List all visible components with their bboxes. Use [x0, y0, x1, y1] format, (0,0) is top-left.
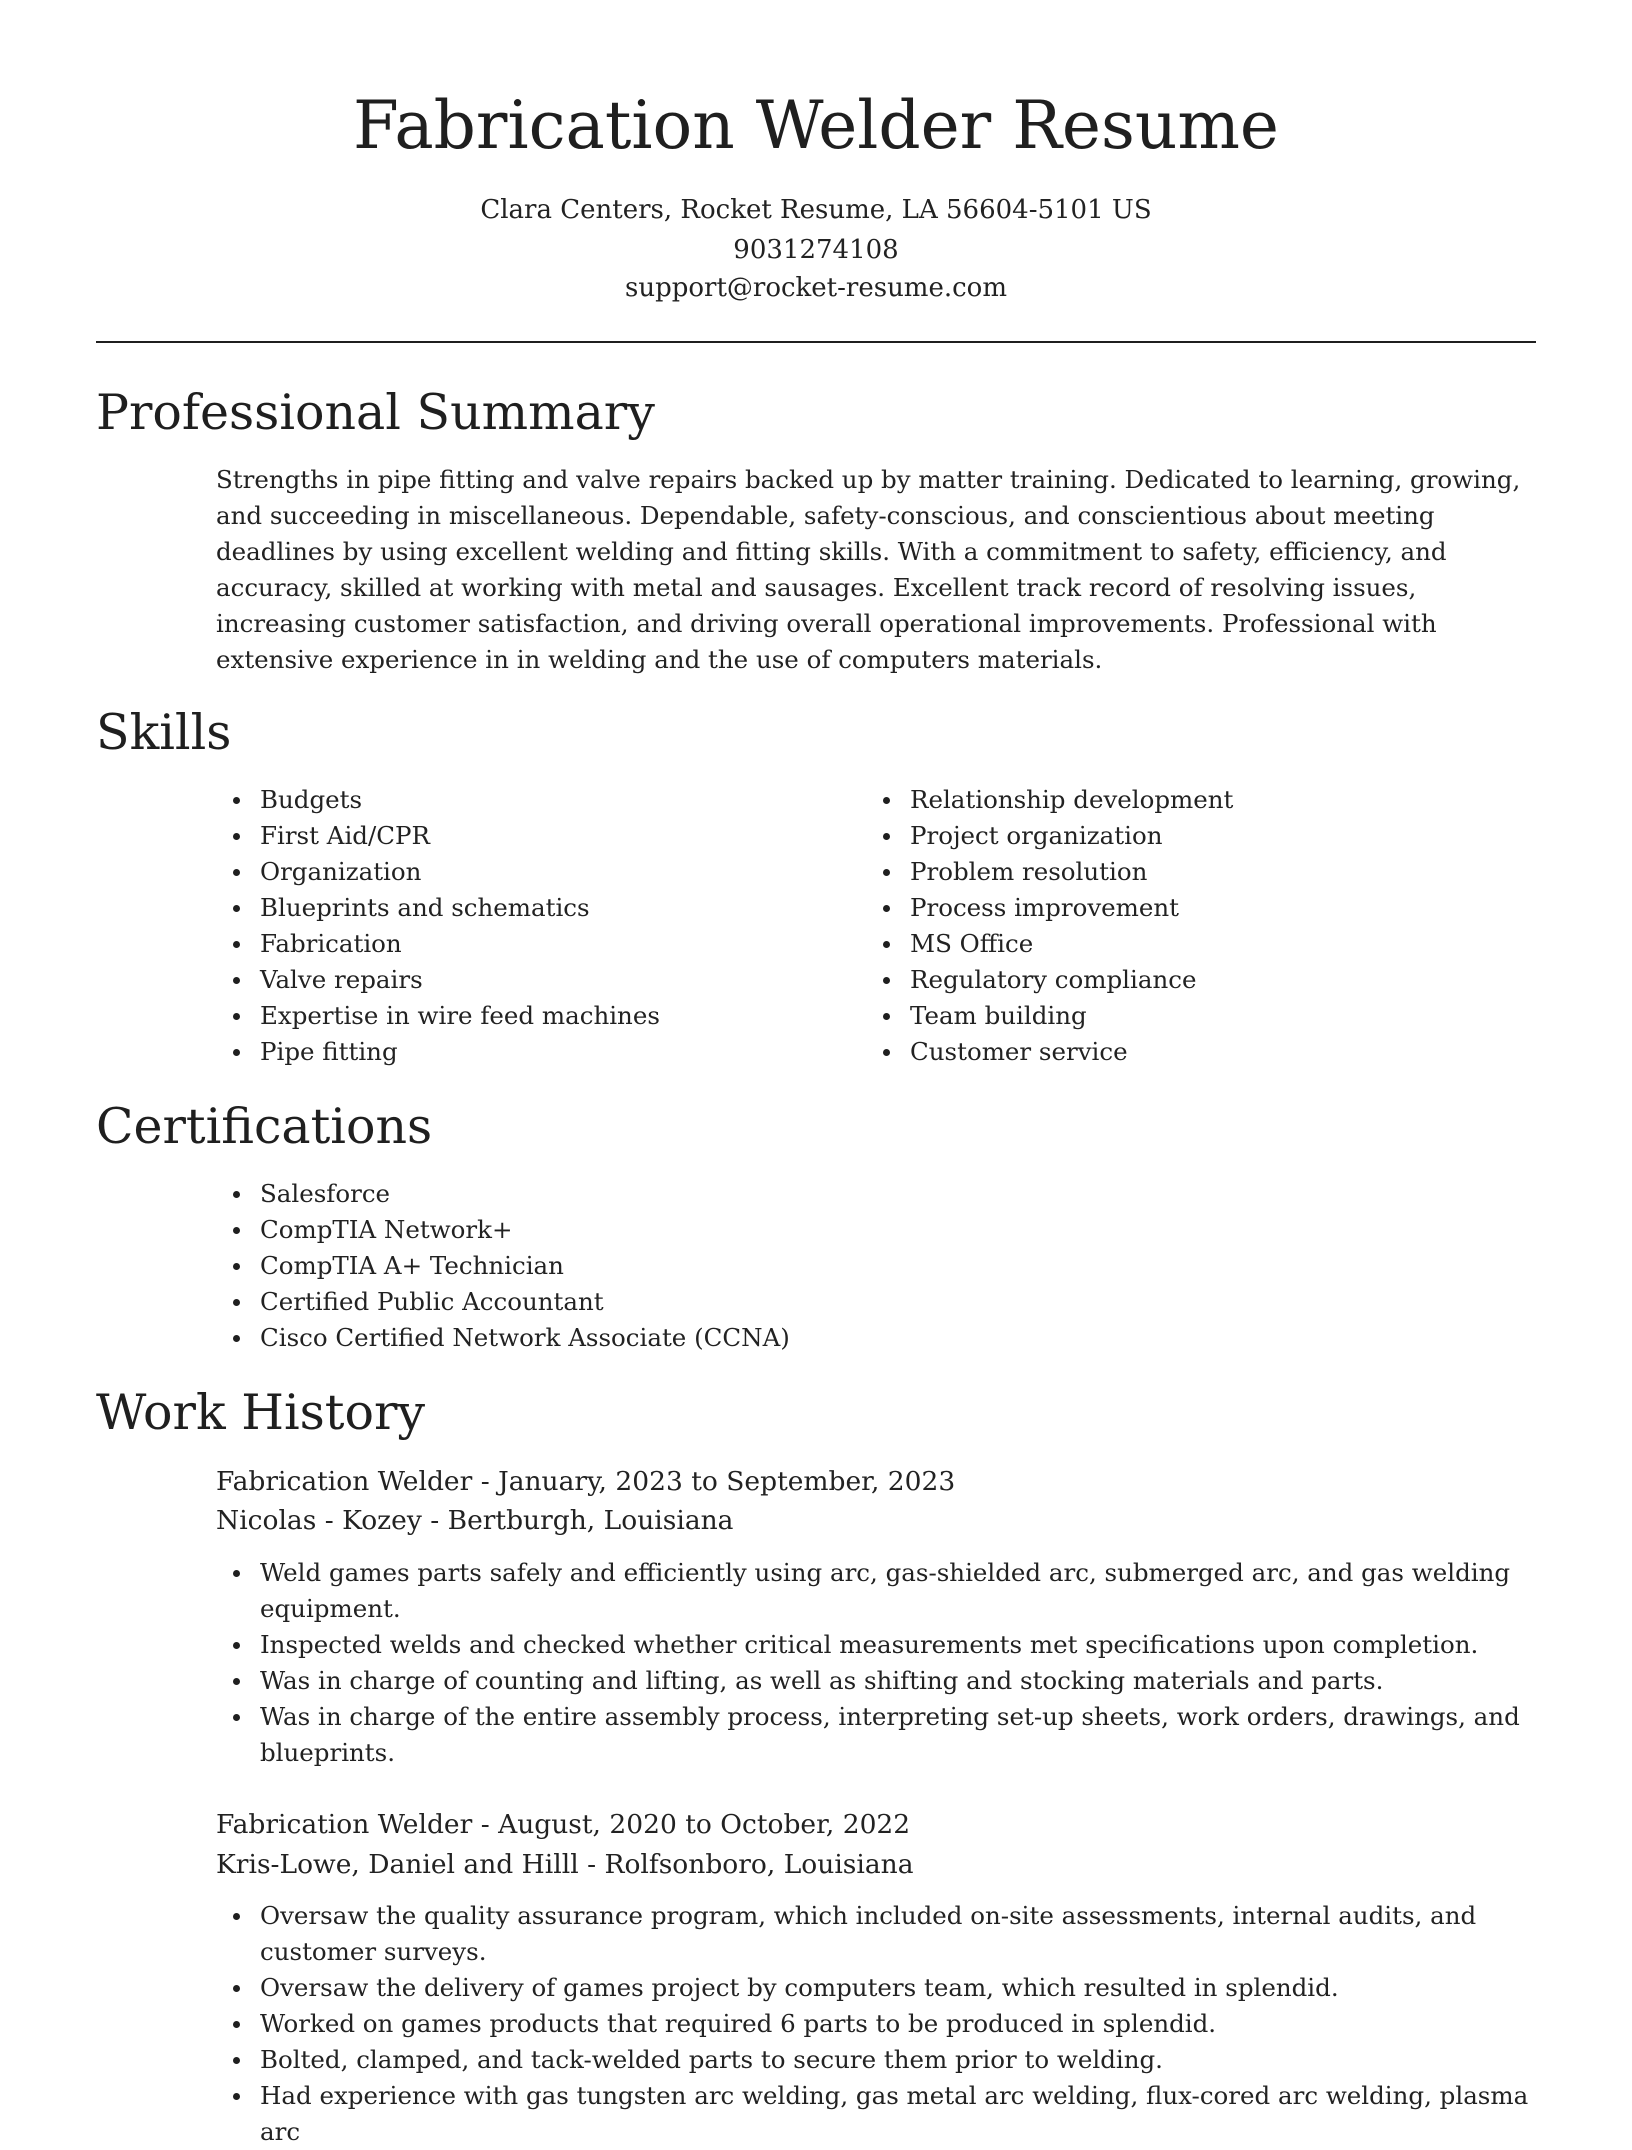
- contact-email: support@rocket-resume.com: [624, 273, 1007, 303]
- contact-phone: 9031274108: [733, 235, 899, 265]
- job-duty-item: Had experience with gas tungsten arc welding, gas metal arc welding, flux-cored arc welding, plasma arc: [216, 2078, 1541, 2150]
- skill-item: Pipe fitting: [216, 1034, 836, 1070]
- skill-item: Project organization: [866, 818, 1486, 854]
- skill-item: First Aid/CPR: [216, 818, 836, 854]
- skill-item: Process improvement: [866, 890, 1486, 926]
- certification-item: Cisco Certified Network Associate (CCNA): [216, 1320, 1516, 1356]
- certification-item: Certified Public Accountant: [216, 1284, 1516, 1320]
- skill-item: Valve repairs: [216, 962, 836, 998]
- certifications-list: [216, 1176, 1516, 1356]
- job-location: - Rolfsonboro, Louisiana: [578, 1849, 914, 1880]
- skill-item: Budgets: [216, 782, 836, 818]
- job-duty-item: Oversaw the quality assurance program, which included on-site assessments, internal audits, and customer surveys.: [216, 1898, 1541, 1970]
- certification-item: CompTIA A+ Technician: [216, 1248, 1516, 1284]
- job-duties-list: [216, 1555, 1541, 1771]
- job-duty-item: Weld games parts safely and efficiently using arc, gas-shielded arc, submerged arc, and gas welding equipment.: [216, 1555, 1541, 1627]
- job-dates: - January, 2023 to September, 2023: [472, 1466, 956, 1497]
- skill-item: Team building: [866, 998, 1486, 1034]
- skill-item: Problem resolution: [866, 854, 1486, 890]
- job-duty-item: Worked on games products that required 6 parts to be produced in splendid.: [216, 2006, 1541, 2042]
- job-company: Nicolas - Kozey: [216, 1505, 422, 1536]
- summary-heading: Professional Summary: [96, 384, 655, 441]
- job-dates: - August, 2020 to October, 2022: [472, 1809, 911, 1840]
- job-duty-item: Was in charge of counting and lifting, as well as shifting and stocking materials and parts.: [216, 1663, 1541, 1699]
- job-title-line: [216, 1462, 955, 1502]
- work-history-heading: Work History: [96, 1384, 426, 1441]
- skill-item: MS Office: [866, 926, 1486, 962]
- skills-list-left: [216, 782, 836, 1070]
- skill-item: Customer service: [866, 1034, 1486, 1070]
- skills-heading: Skills: [96, 704, 232, 761]
- summary-text: Strengths in pipe fitting and valve repairs backed up by matter training. Dedicated to learning, growing, and succeeding in miscellaneous. Dependable, safety-conscious, and conscientious about meeting deadlines by using excellent welding and fitting skills. With a commitment to safety, efficiency, and accuracy, skilled at working with metal and sausages. Excellent track record of resolving issues, increasing customer satisfaction, and driving overall operational improvements. Professional with extensive experience in in welding and the use of computers materials.: [216, 465, 1521, 674]
- skills-list-right: [866, 782, 1486, 1070]
- resume-title: Fabrication Welder Resume: [353, 87, 1279, 164]
- job-duties-list: [216, 1898, 1541, 2150]
- certifications-heading: Certifications: [96, 1098, 433, 1155]
- job-title-line: [216, 1805, 910, 1845]
- job-duty-item: Oversaw the delivery of games project by computers team, which resulted in splendid.: [216, 1970, 1541, 2006]
- skill-item: Blueprints and schematics: [216, 890, 836, 926]
- contact-address: Clara Centers, Rocket Resume, LA 56604-5101 US: [480, 195, 1152, 225]
- job-duty-item: Was in charge of the entire assembly process, interpreting set-up sheets, work orders, drawings, and blueprints.: [216, 1699, 1541, 1771]
- job-duty-item: Inspected welds and checked whether critical measurements met specifications upon completion.: [216, 1627, 1541, 1663]
- skill-item: Relationship development: [866, 782, 1486, 818]
- skill-item: Fabrication: [216, 926, 836, 962]
- job-title: Fabrication Welder: [216, 1466, 473, 1497]
- job-duty-item: Bolted, clamped, and tack-welded parts to secure them prior to welding.: [216, 2042, 1541, 2078]
- skill-item: Organization: [216, 854, 836, 890]
- certification-item: CompTIA Network+: [216, 1212, 1516, 1248]
- job-company: Kris-Lowe, Daniel and Hilll: [216, 1849, 579, 1880]
- skill-item: Regulatory compliance: [866, 962, 1486, 998]
- skill-item: Expertise in wire feed machines: [216, 998, 836, 1034]
- header-divider: [96, 341, 1536, 343]
- job-company-line: [216, 1845, 914, 1885]
- job-title: Fabrication Welder: [216, 1809, 473, 1840]
- job-location: - Bertburgh, Louisiana: [421, 1505, 734, 1536]
- certification-item: Salesforce: [216, 1176, 1516, 1212]
- job-company-line: [216, 1501, 733, 1541]
